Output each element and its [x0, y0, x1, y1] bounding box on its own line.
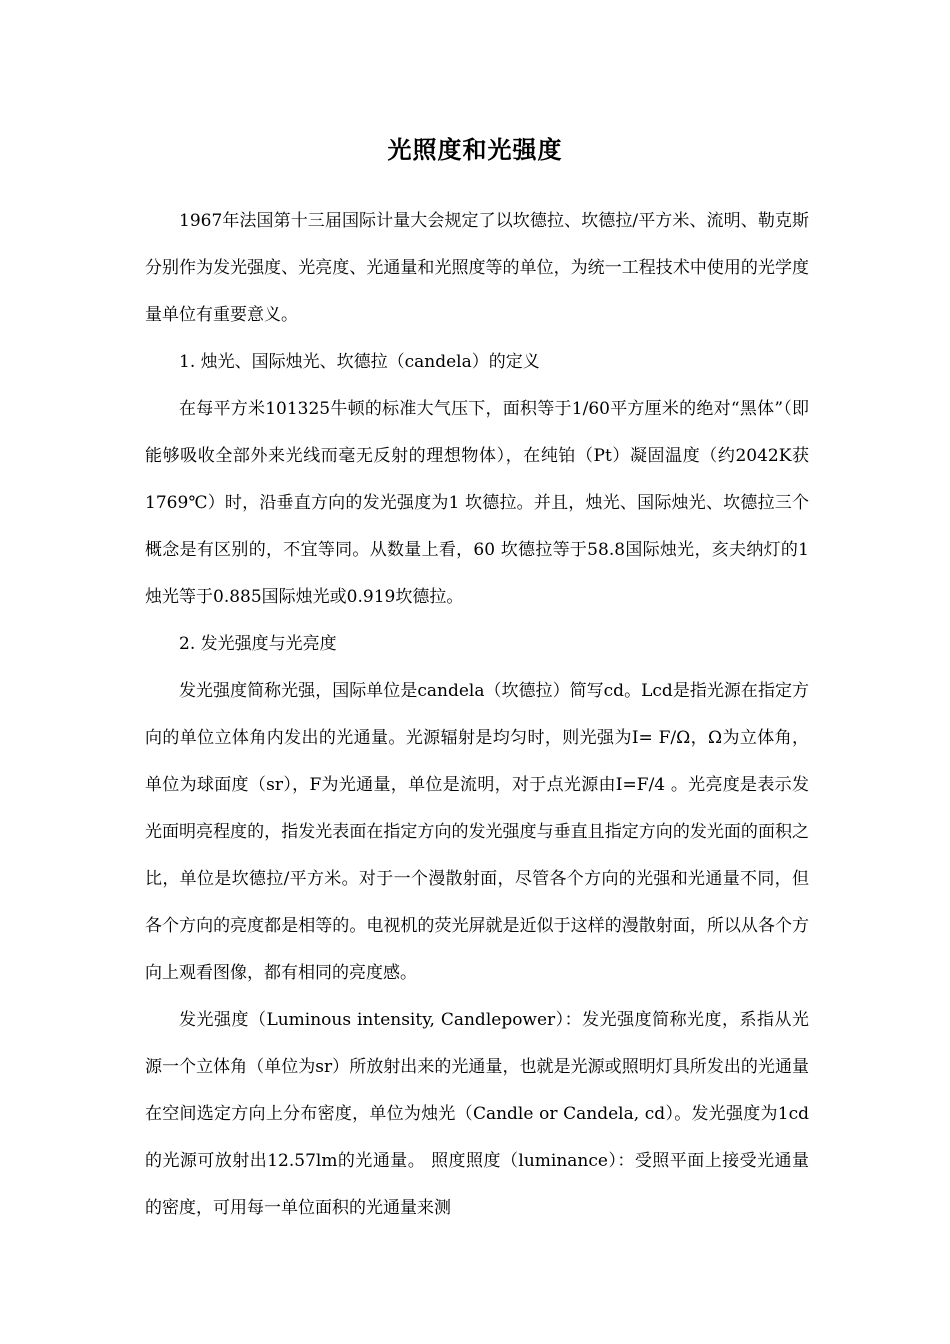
document-title: 光照度和光强度: [387, 135, 563, 164]
candela-definition-paragraph: 在每平方米101325牛顿的标准大气压下，面积等于1/60平方厘米的绝对“黑体”（即能够吸收全部外来光线而毫无反射的理想物体），在纯铂（Pt）凝固温度（约2042K获1769℃）时，沿垂直方向的发光强度为1 坎德拉。并且，烛光、国际烛光、坎德拉三个概念是有区别的，不宜等同。从数量上看，60 坎德拉等于58.8国际烛光，亥夫纳灯的1烛光等于0.885国际烛光或0.919坎德拉。: [145, 399, 809, 607]
luminous-intensity-paragraph: 发光强度简称光强，国际单位是candela（坎德拉）简写cd。Lcd是指光源在指定方向的单位立体角内发出的光通量。光源辐射是均匀时，则光强为I= F/Ω，Ω为立体角，单位为球面度（sr），F为光通量，单位是流明，对于点光源由I=F/4 。光亮度是表示发光面明亮程度的，指发光表面在指定方向的发光强度与垂直且指定方向的发光面的面积之比，单位是坎德拉/平方米。对于一个漫散射面，尽管各个方向的光强和光通量不同，但各个方向的亮度都是相等的。电视机的荧光屏就是近似于这样的漫散射面，所以从各个方向上观看图像，都有相同的亮度感。: [145, 681, 809, 983]
document-body: [145, 198, 809, 1232]
section-heading-1: 1. 烛光、国际烛光、坎德拉（candela）的定义: [179, 352, 540, 372]
intro-paragraph: 1967年法国第十三届国际计量大会规定了以坎德拉、坎德拉/平方米、流明、勒克斯分别作为发光强度、光亮度、光通量和光照度等的单位，为统一工程技术中使用的光学度量单位有重要意义。: [145, 211, 809, 325]
section-heading-2: 2. 发光强度与光亮度: [179, 634, 337, 654]
candlepower-paragraph: 发光强度（Luminous intensity, Candlepower）：发光强度简称光度，系指从光源一个立体角（单位为sr）所放射出来的光通量，也就是光源或照明灯具所发出的光通量在空间选定方向上分布密度，单位为烛光（Candle or Candela, cd）。发光强度为1cd的光源可放射出12.57lm的光通量。 照度照度（luminance）：受照平面上接受光通量的密度，可用每一单位面积的光通量来测: [145, 1010, 809, 1218]
